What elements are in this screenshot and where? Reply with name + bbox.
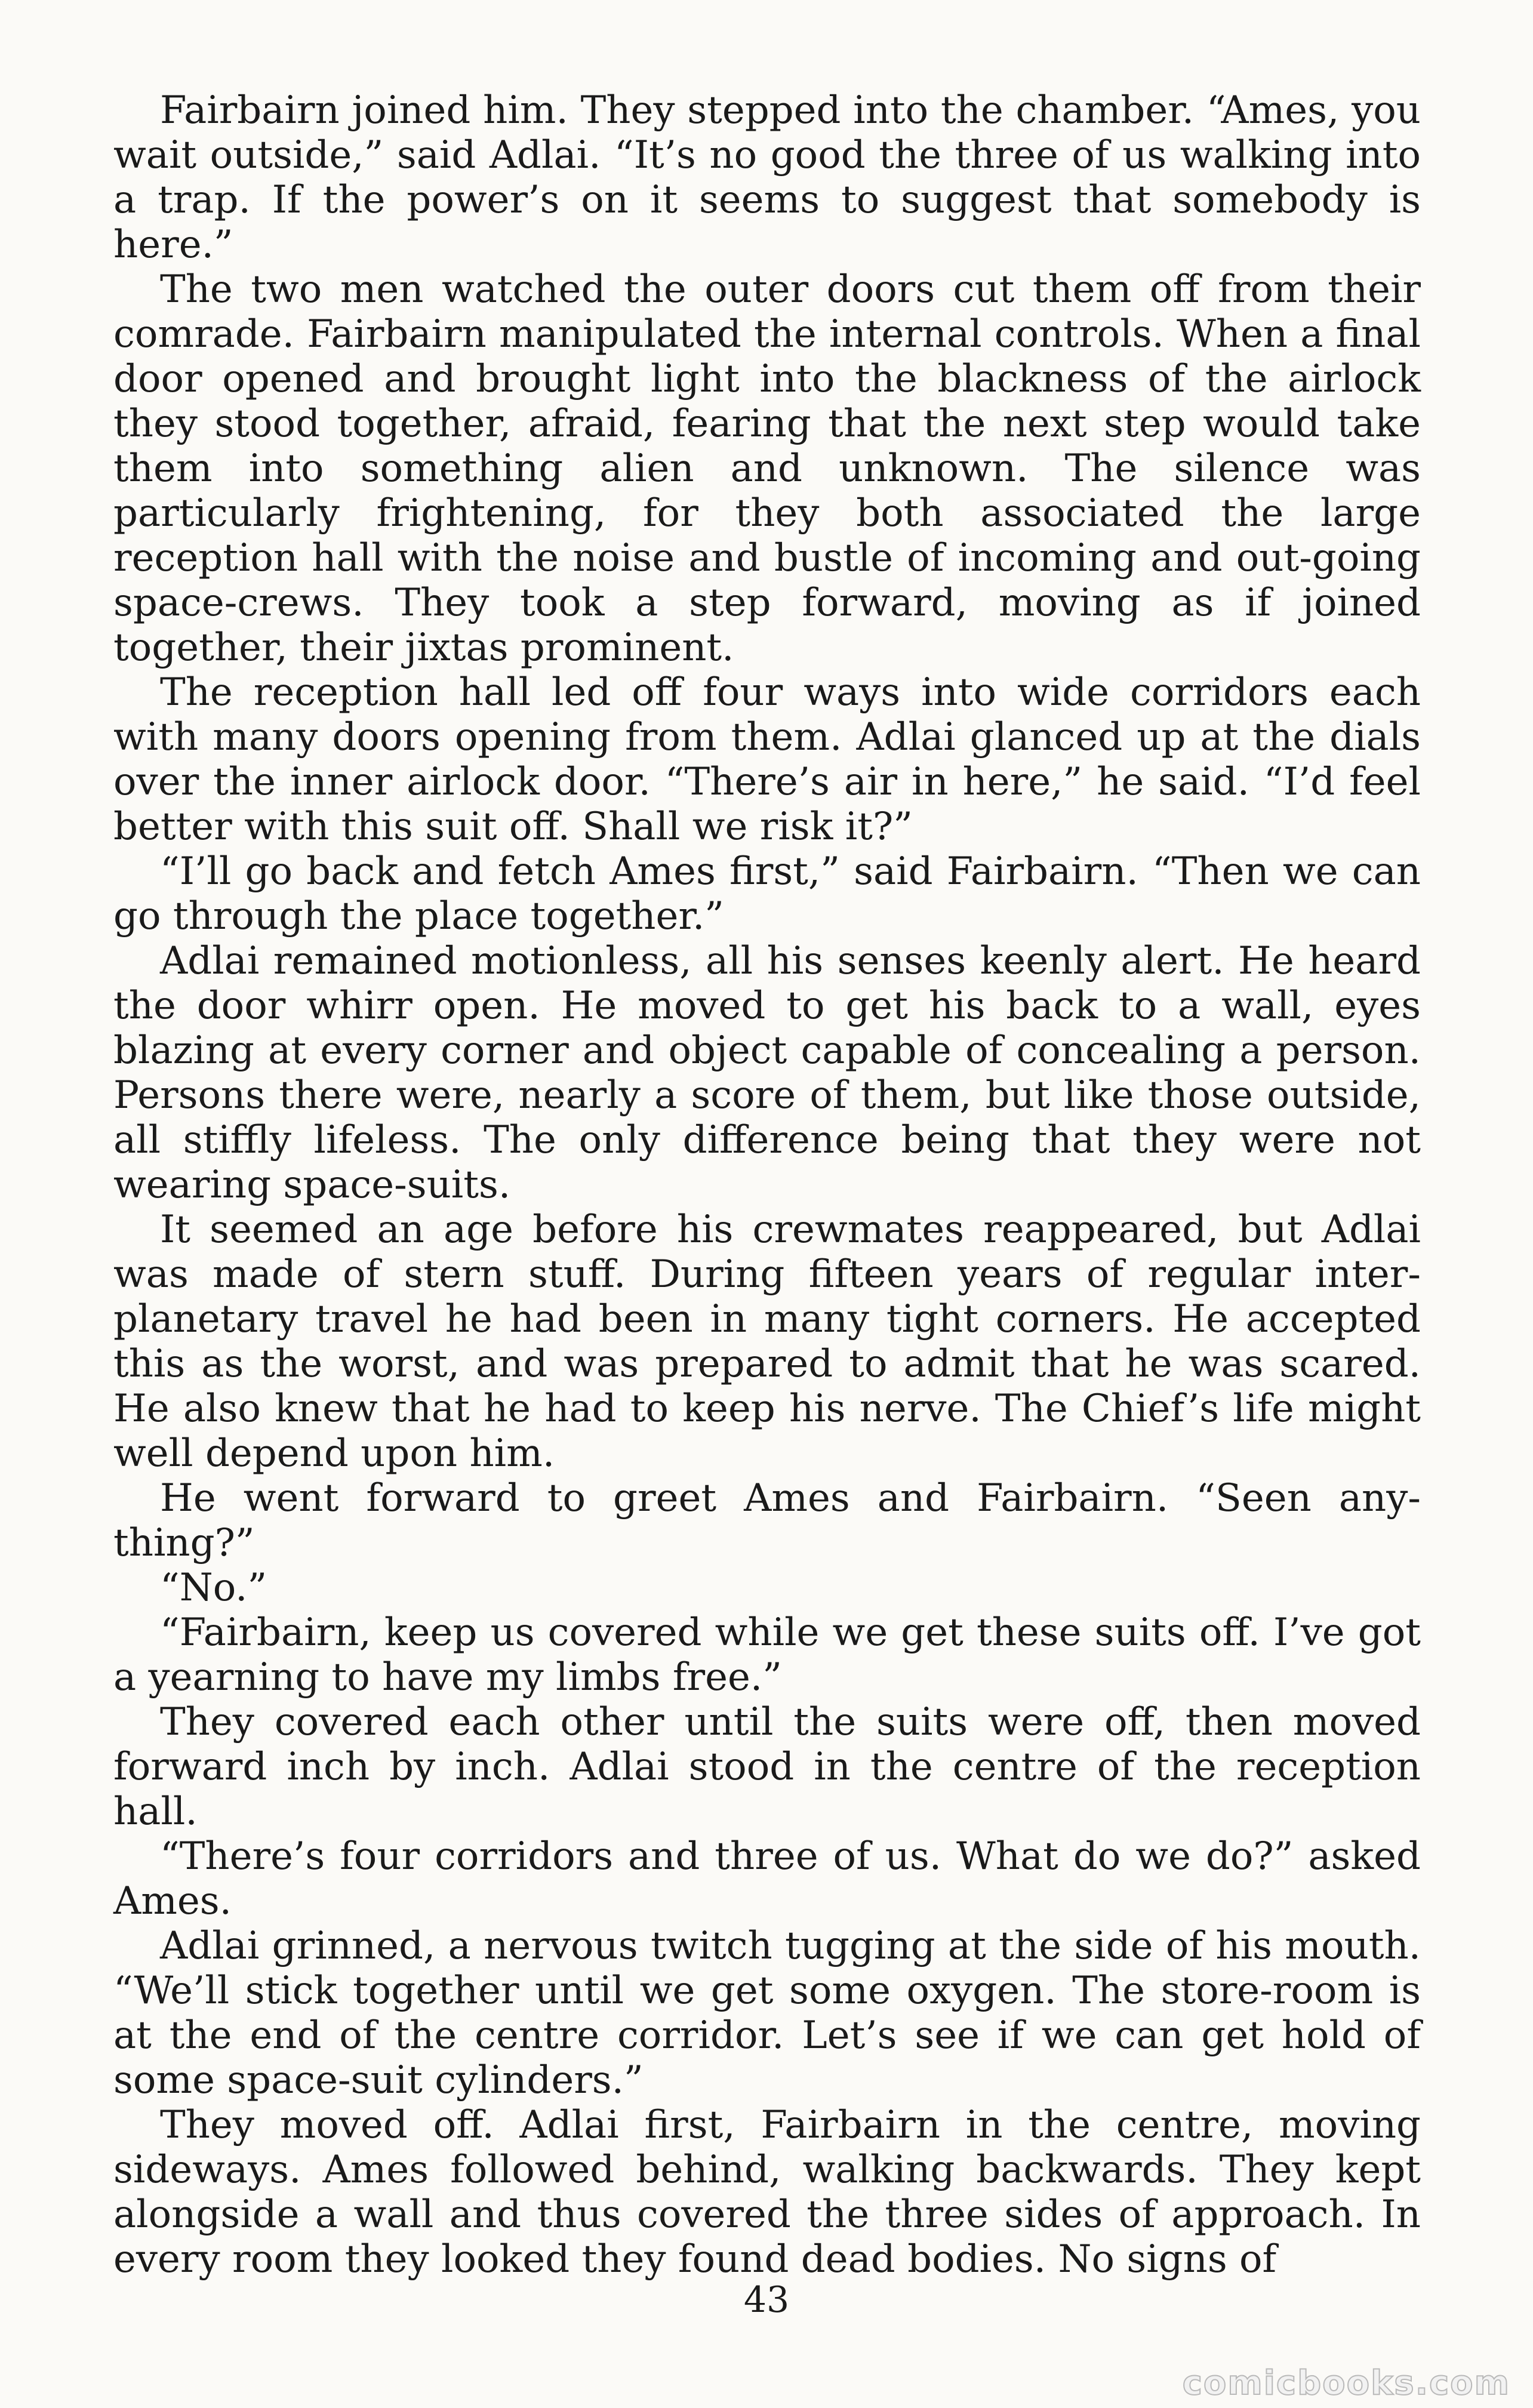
paragraph: They covered each other until the suits were off, then moved forward inch by inch. Adlai stood in the centre of the reception hall. — [113, 1700, 1421, 1834]
paragraph: They moved off. Adlai first, Fairbairn in the centre, moving sideways. Ames followed behind, walking backwards. They kept alongside a wall and thus covered the three sides of approach. In every room they looked they found dead bodies. No signs of — [113, 2103, 1421, 2281]
paragraph: Fairbairn joined him. They stepped into the chamber. “Ames, you wait outside,” said Adlai. “It’s no good the three of us walking into a trap. If the power’s on it seems to suggest that somebody is here.” — [113, 88, 1421, 267]
paragraph: The two men watched the outer doors cut them off from their comrade. Fairbairn manipulated the internal controls. When a final door opened and brought light into the blackness of the airlock they stood together, afraid, fearing that the next step would take them into something alien and unknown. The silence was particularly frightening, for they both associated the large reception hall with the noise and bustle of incoming and out-going space-crews. They took a step forward, moving as if joined together, their jixtas prominent. — [113, 267, 1421, 670]
paragraph: Adlai remained motionless, all his senses keenly alert. He heard the door whirr open. He moved to get his back to a wall, eyes blazing at every corner and object capable of concealing a person. Persons there were, nearly a score of them, but like those outside, all stiffly lifeless. The only difference being that they were not wearing space-suits. — [113, 939, 1421, 1207]
body-text — [113, 88, 1421, 2282]
paragraph: “I’ll go back and fetch Ames first,” said Fairbairn. “Then we can go through the place together.” — [113, 849, 1421, 938]
paragraph: “No.” — [160, 1566, 267, 1610]
paragraph: It seemed an age before his crewmates reappeared, but Adlai was made of stern stuff. During fifteen years of regular inter-planetary travel he had been in many tight corners. He accepted this as the worst, and was prepared to admit that he was scared. He also knew that he had to keep his nerve. The Chief’s life might well depend upon him. — [113, 1208, 1421, 1476]
page-number: 43 — [743, 2279, 790, 2321]
paragraph: The reception hall led off four ways into wide corridors each with many doors opening from them. Adlai glanced up at the dials over the inner airlock door. “There’s air in here,” he said. “I’d feel better with this suit off. Shall we risk it?” — [113, 670, 1421, 849]
paragraph: Adlai grinned, a nervous twitch tugging at the side of his mouth. “We’ll stick together until we get some oxygen. The store-room is at the end of the centre corridor. Let’s see if we can get hold of some space-suit cylinders.” — [113, 1924, 1421, 2102]
paragraph: “There’s four corridors and three of us. What do we do?” asked Ames. — [113, 1834, 1421, 1923]
paragraph: “Fairbairn, keep us covered while we get these suits off. I’ve got a yearning to have my limbs free.” — [113, 1611, 1421, 1699]
watermark: comicbooks.com — [1182, 2364, 1510, 2403]
paragraph: He went forward to greet Ames and Fairbairn. “Seen any-thing?” — [113, 1476, 1421, 1565]
